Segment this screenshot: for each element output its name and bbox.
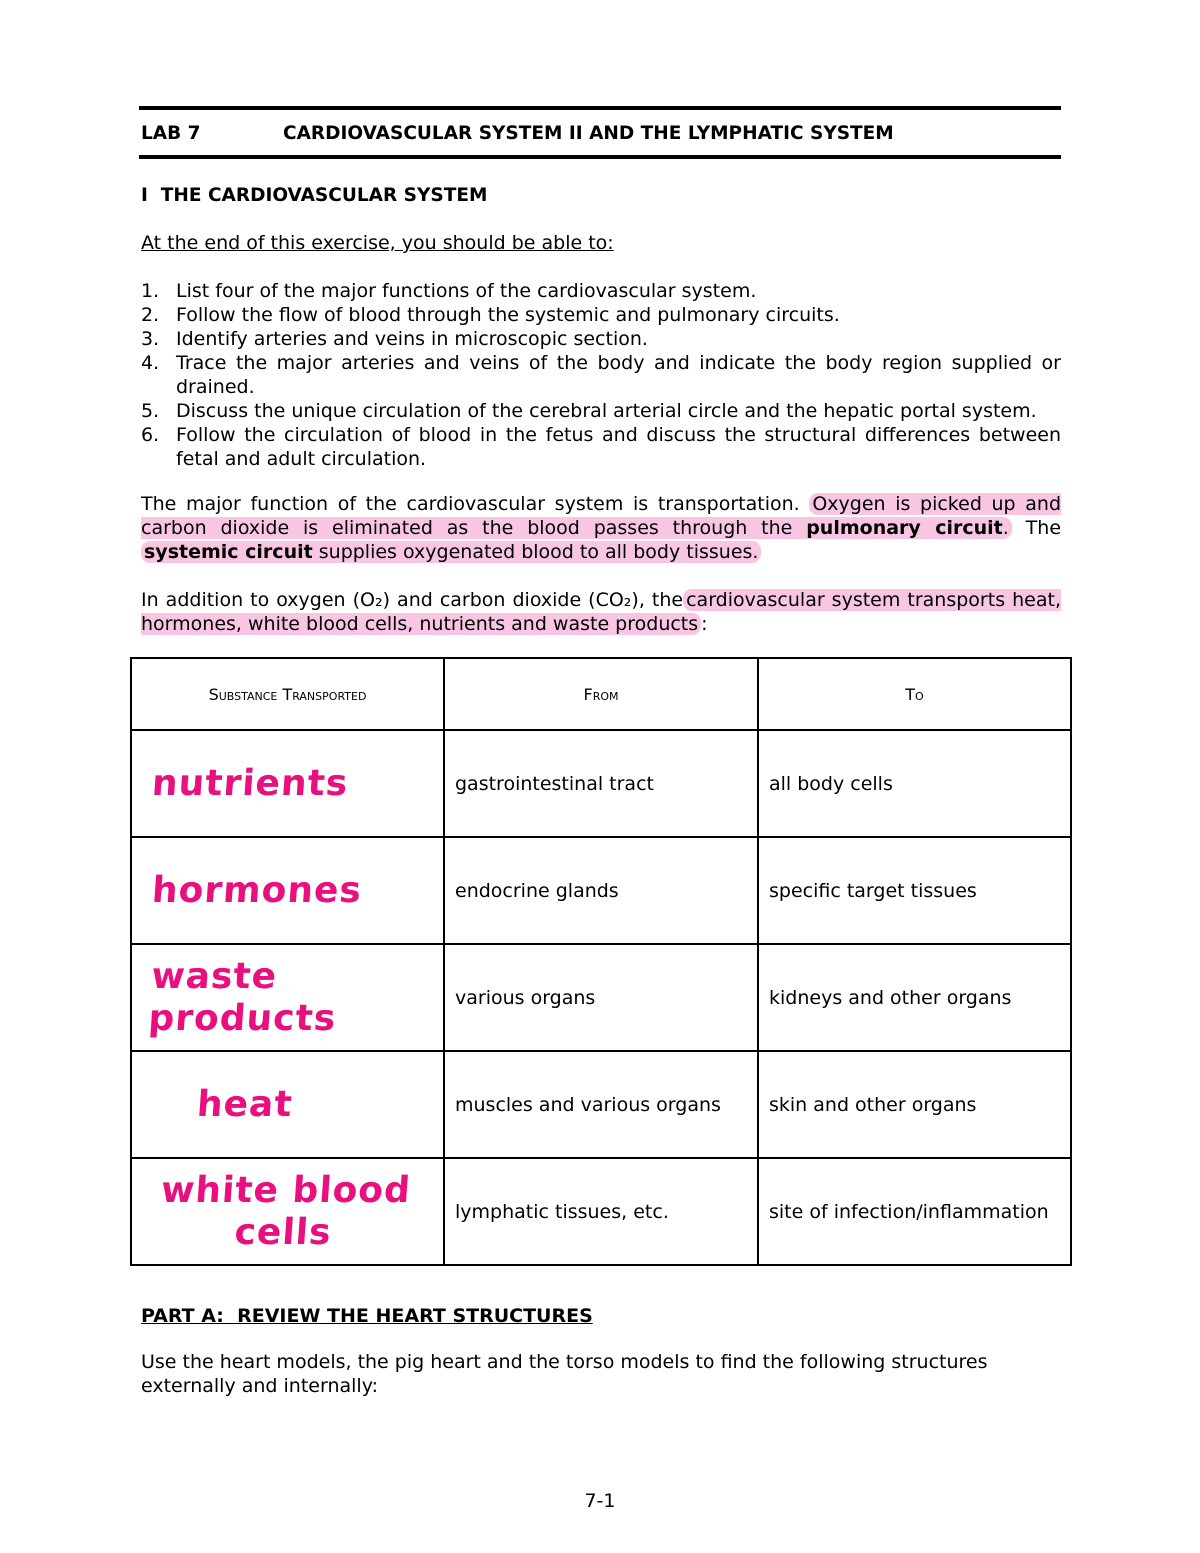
- bold-term: systemic circuit: [144, 541, 313, 563]
- objective-item: [141, 399, 1061, 423]
- substance-cell: [131, 944, 444, 1051]
- to-cell: specific target tissues: [758, 837, 1071, 944]
- table-row: [131, 837, 1071, 944]
- paragraph-text: :: [701, 613, 708, 635]
- section-title: I THE CARDIOVASCULAR SYSTEM: [141, 185, 488, 206]
- table-row: [131, 1051, 1071, 1158]
- highlighted-text: Oxygen is picked up and carbon dioxide is eliminated as the blood passes through the pulmonary circuit.: [141, 493, 1061, 539]
- to-cell: site of infection/inflammation: [758, 1158, 1071, 1265]
- transport-paragraph: [141, 588, 1061, 636]
- handwritten-answer: heat: [195, 1083, 295, 1125]
- handwritten-answer: waste products: [147, 955, 338, 1039]
- objectives-list: [141, 279, 1061, 471]
- objective-item: [141, 303, 1061, 327]
- paragraph-text: In addition to oxygen (O₂) and carbon dioxide (CO₂), the: [141, 589, 684, 611]
- objective-text: List four of the major functions of the cardiovascular system.: [176, 280, 757, 302]
- lab-title: CARDIOVASCULAR SYSTEM II AND THE LYMPHATIC SYSTEM: [283, 123, 894, 144]
- substance-cell: [131, 730, 444, 837]
- from-cell: gastrointestinal tract: [444, 730, 758, 837]
- objective-item: [141, 423, 1061, 471]
- objective-text: Follow the circulation of blood in the fetus and discuss the structural differences between fetal and adult circulation.: [176, 424, 1061, 470]
- objective-text: Identify arteries and veins in microscopic section.: [176, 328, 648, 350]
- objective-number: 6.: [141, 424, 160, 446]
- paragraph-text: The: [1025, 517, 1062, 539]
- from-cell: various organs: [444, 944, 758, 1051]
- objective-item: [141, 327, 1061, 351]
- to-cell: skin and other organs: [758, 1051, 1071, 1158]
- objectives-heading: At the end of this exercise, you should be able to:: [141, 232, 614, 254]
- from-cell: muscles and various organs: [444, 1051, 758, 1158]
- objective-item: [141, 279, 1061, 303]
- header-bottom-rule: [139, 155, 1061, 159]
- function-paragraph: [141, 492, 1061, 564]
- part-a-heading: PART A: REVIEW THE HEART STRUCTURES: [141, 1305, 593, 1327]
- handwritten-answer: white blood cells: [159, 1169, 413, 1253]
- table-row: [131, 1158, 1071, 1265]
- part-a-text: Use the heart models, the pig heart and the torso models to find the following structures externally and internally:: [141, 1351, 988, 1397]
- table-row: [131, 944, 1071, 1051]
- to-cell: all body cells: [758, 730, 1071, 837]
- from-cell: endocrine glands: [444, 837, 758, 944]
- lab-number: LAB 7: [141, 123, 201, 144]
- handwritten-answer: nutrients: [150, 762, 350, 804]
- paragraph-text: The major function of the cardiovascular system is transportation.: [141, 493, 800, 515]
- highlighted-text: systemic circuit supplies oxygenated blood to all body tissues.: [141, 541, 761, 563]
- objective-text: Follow the flow of blood through the systemic and pulmonary circuits.: [176, 304, 840, 326]
- objective-number: 1.: [141, 280, 160, 302]
- objective-number: 5.: [141, 400, 160, 422]
- objective-number: 3.: [141, 328, 160, 350]
- objective-text: Trace the major arteries and veins of the body and indicate the body region supplied or drained.: [176, 352, 1061, 398]
- bold-term: pulmonary circuit: [806, 517, 1003, 539]
- objective-number: 4.: [141, 352, 160, 374]
- highlighted-text: cardiovascular system transports heat, hormones, white blood cells, nutrients and waste products: [141, 589, 1061, 635]
- substance-cell: [131, 837, 444, 944]
- transport-table: [130, 657, 1072, 1266]
- substance-cell: [131, 1158, 444, 1265]
- lab-header: [141, 123, 894, 144]
- column-header: From: [444, 658, 758, 730]
- table-header-row: [131, 658, 1071, 730]
- objective-number: 2.: [141, 304, 160, 326]
- to-cell: kidneys and other organs: [758, 944, 1071, 1051]
- page-number: 7-1: [584, 1490, 616, 1512]
- substance-cell: [131, 1051, 444, 1158]
- handwritten-answer: hormones: [150, 869, 364, 911]
- objective-text: Discuss the unique circulation of the cerebral arterial circle and the hepatic portal system.: [176, 400, 1037, 422]
- table-row: [131, 730, 1071, 837]
- column-header: Substance Transported: [131, 658, 444, 730]
- objective-item: [141, 351, 1061, 399]
- top-rule: [139, 106, 1061, 110]
- column-header: To: [758, 658, 1071, 730]
- from-cell: lymphatic tissues, etc.: [444, 1158, 758, 1265]
